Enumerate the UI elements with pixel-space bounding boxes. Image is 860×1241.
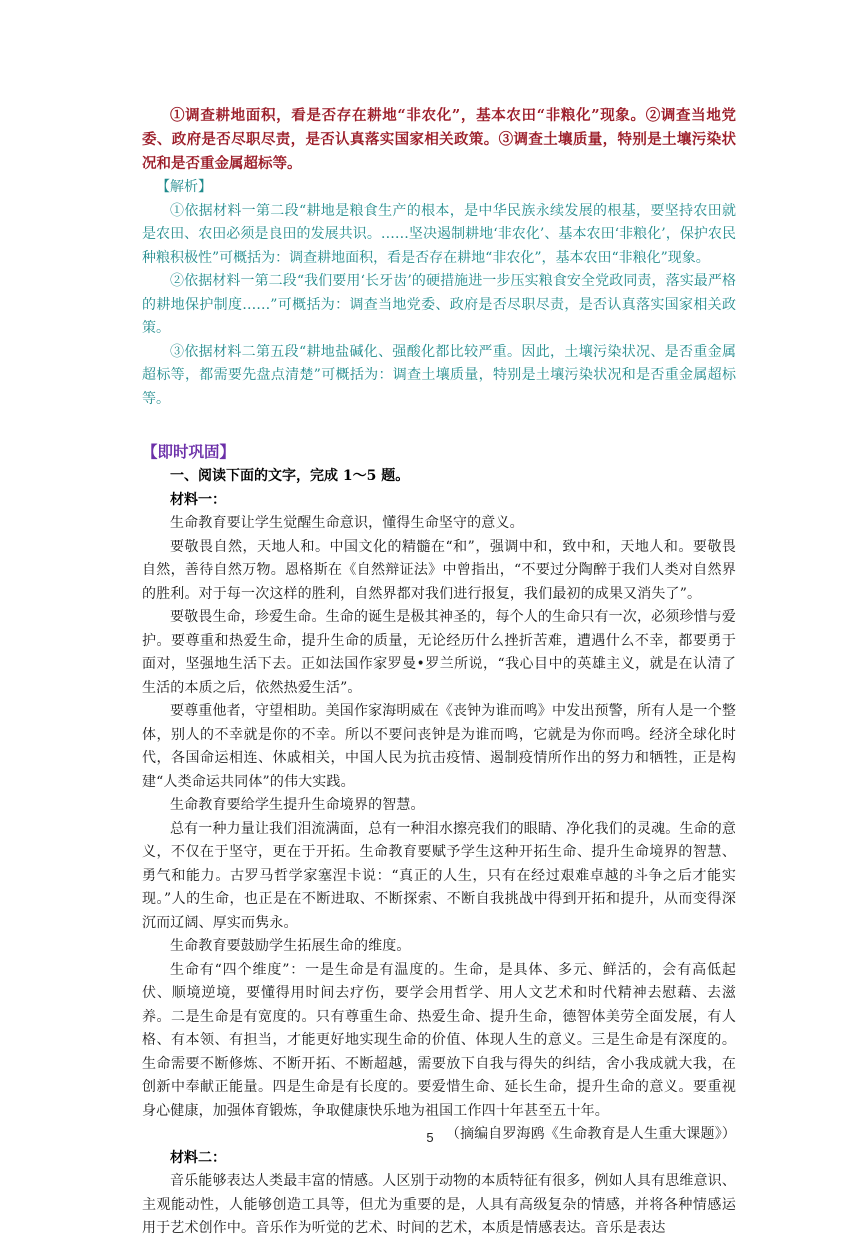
page-number: 5: [426, 1130, 434, 1145]
practice-heading: 【即时巩固】: [142, 442, 236, 461]
answer-text: ①调查耕地面积，看是否存在耕地“非农化”，基本农田“非粮化”现象。②调查当地党委、政府是否尽职尽责，是否认真落实国家相关政策。③调查土壤质量，特别是土壤污染状况和是否重金属超标等。: [142, 107, 736, 172]
analysis-paragraph-3: ③依据材料二第五段“耕地盐碱化、强酸化都比较严重。因此，土壤污染状况、是否重金属超标等，都需要先盘点清楚”可概括为：调查土壤质量，特别是土壤污染状况和是否重金属超标等。: [142, 343, 736, 407]
analysis-paragraph-1: ①依据材料一第二段“耕地是粮食生产的根本，是中华民族永续发展的根基，要坚持农田就是农田、农田必须是良田的发展共识。……坚决遏制耕地‘非农化’、基本农田‘非粮化’，保护农民种粮积极性”可概括为：调查耕地面积，看是否存在耕地“非农化”，基本农田“非粮化”现象。: [142, 202, 736, 266]
material-two-paragraph: 音乐能够表达人类最丰富的情感。人区别于动物的本质特征有很多，例如人具有思维意识、主观能动性，人能够创造工具等，但尤为重要的是，人具有高级复杂的情感，并将各种情感运用于艺术创作中。音乐作为听觉的艺术、时间的艺术，本质是情感表达。音乐是表达: [142, 1173, 736, 1236]
material-paragraph: 生命教育要让学生觉醒生命意识，懂得生命坚守的意义。: [170, 515, 524, 531]
material-paragraph: 要尊重他者，守望相助。美国作家海明威在《丧钟为谁而鸣》中发出预警，所有人是一个整体，别人的不幸就是你的不幸。所以不要问丧钟是为谁而鸣，它就是为你而鸣。经济全球化时代，各国命运相连、休戚相关，中国人民为抗击疫情、遏制疫情所作出的努力和牺牲，正是构建“人类命运共同体”的伟大实践。: [142, 703, 736, 790]
question-instruction: 一、阅读下面的文字，完成 1～5 题。: [170, 468, 410, 484]
material-one-body: [142, 512, 736, 1147]
material-paragraph: 要敬畏生命，珍爱生命。生命的诞生是极其神圣的，每个人的生命只有一次，必须珍惜与爱护。要尊重和热爱生命，提升生命的质量，无论经历什么挫折苦难，遭遇什么不幸，都要勇于面对，坚强地生活下去。正如法国作家罗曼•罗兰所说，“我心目中的英雄主义，就是在认清了生活的本质之后，依然热爱生活”。: [142, 609, 736, 696]
analysis-tag: 【解析】: [156, 179, 212, 195]
analysis-paragraph-2: ②依据材料一第二段“我们要用‘长牙齿’的硬措施进一步压实粮食安全党政同责，落实最严格的耕地保护制度……”可概括为：调查当地党委、政府是否尽职尽责，是否认真落实国家相关政策。: [142, 273, 736, 336]
material-one-source: （摘编自罗海鸥《生命教育是人生重大课题》）: [445, 1126, 736, 1142]
material-one-label: 材料一：: [170, 491, 226, 508]
material-paragraph: 生命有“四个维度”：一是生命是有温度的。生命，是具体、多元、鲜活的，会有高低起伏、顺境逆境，要懂得用时间去疗伤，要学会用哲学、用人文艺术和时代精神去慰藉、去滋养。二是生命是有宽度的。只有尊重生命、热爱生命、提升生命，德智体美劳全面发展，有人格、有本领、有担当，才能更好地实现生命的价值、体现人生的意义。三是生命是有深度的。生命需要不断修炼、不断开拓、不断超越，需要放下自我与得失的纠结，舍小我成就大我，在创新中奉献正能量。四是生命是有长度的。要爱惜生命、延长生命，提升生命的意义。要重视身心健康，加强体育锻炼，争取健康快乐地为祖国工作四十年甚至五十年。: [142, 961, 736, 1119]
material-paragraph: 生命教育要给学生提升生命境界的智慧。: [170, 797, 425, 813]
material-paragraph: 生命教育要鼓励学生拓展生命的维度。: [170, 938, 411, 954]
page-content: [142, 104, 736, 1241]
material-two-label: 材料二：: [170, 1149, 226, 1166]
material-paragraph: 要敬畏自然，天地人和。中国文化的精髓在“和”，强调中和，致中和，天地人和。要敬畏自然，善待自然万物。恩格斯在《自然辩证法》中曾指出，“不要过分陶醉于我们人类对自然界的胜利。对于每一次这样的胜利，自然界都对我们进行报复，我们最初的成果又消失了”。: [142, 538, 736, 602]
material-paragraph: 总有一种力量让我们泪流满面，总有一种泪水擦亮我们的眼睛、净化我们的灵魂。生命的意义，不仅在于坚守，更在于开拓。生命教育要赋予学生这种开拓生命、提升生命境界的智慧、勇气和能力。古罗马哲学家塞涅卡说：“真正的人生，只有在经过艰难卓越的斗争之后才能实现。”人的生命，也正是在不断进取、不断探索、不断自我挑战中得到开拓和提升，从而变得深沉而辽阔、厚实而隽永。: [142, 820, 736, 931]
